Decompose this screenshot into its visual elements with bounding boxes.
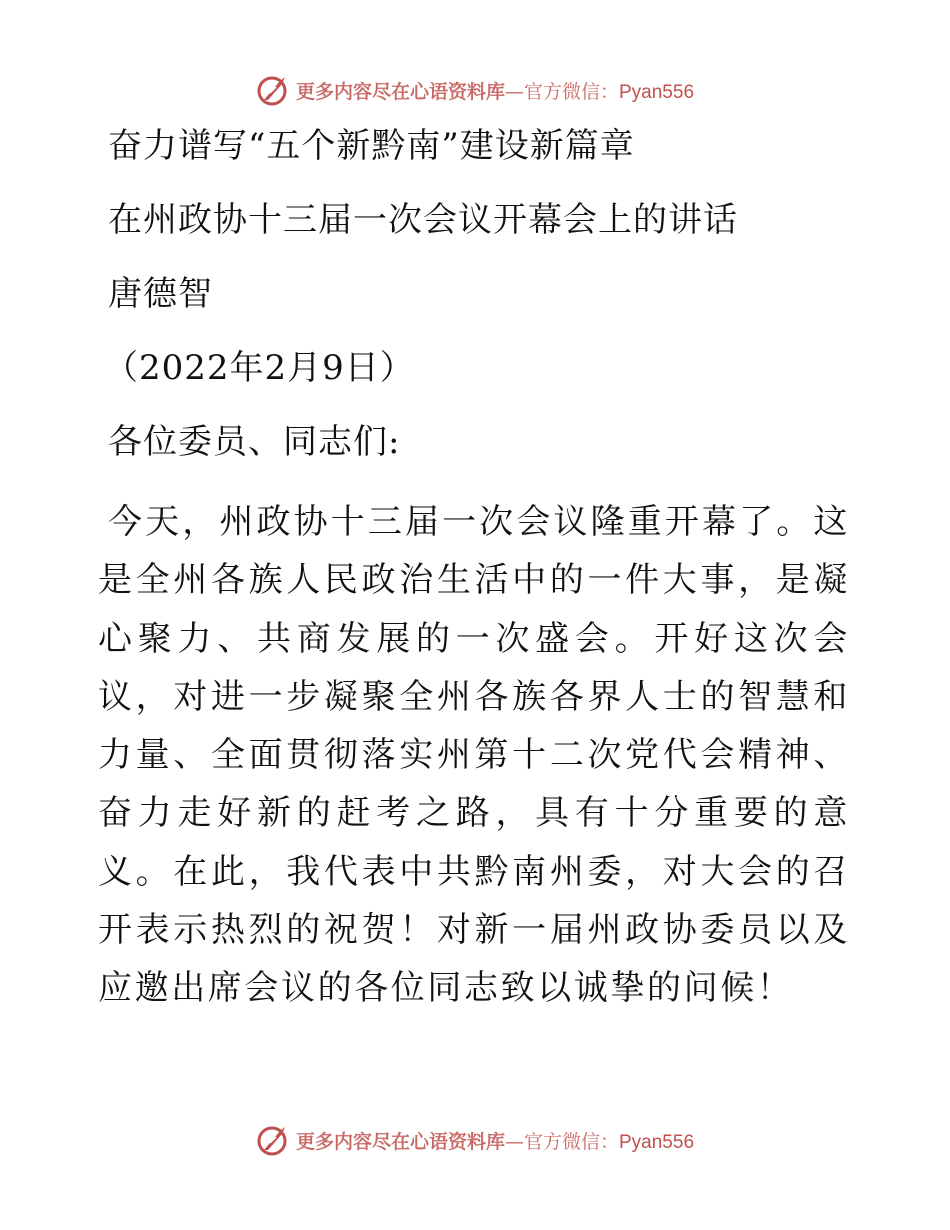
watermark-account: Pyan556 bbox=[619, 81, 695, 103]
footer-watermark bbox=[0, 1120, 950, 1160]
watermark-separator: — bbox=[504, 80, 524, 103]
watermark-brand: 更多内容尽在心语资料库 bbox=[295, 1130, 505, 1153]
watermark-wechat-label: 官方微信： bbox=[523, 80, 619, 103]
watermark-brand: 更多内容尽在心语资料库 bbox=[295, 80, 505, 103]
document-date: （2022年2月9日） bbox=[104, 348, 415, 388]
document-subtitle: 在州政协十三届一次会议开幕会上的讲话 bbox=[108, 200, 738, 240]
watermark-text bbox=[296, 1127, 694, 1154]
watermark-account: Pyan556 bbox=[619, 1131, 695, 1153]
document-paragraph: 今天，州政协十三届一次会议隆重开幕了。这是全州各族人民政治生活中的一件大事，是凝心聚力、共商发展的一次盛会。开好这次会议，对进一步凝聚全州各族各界人士的智慧和力量、全面贯彻落实州第十二次党代会精神、奋力走好新的赶考之路，具有十分重要的意义。在此，我代表中共黔南州委，对大会的召开表示热烈的祝贺！对新一届州政协委员以及应邀出席会议的各位同志致以诚挚的问候！ bbox=[98, 502, 850, 1009]
watermark-wechat-label: 官方微信： bbox=[523, 1130, 619, 1153]
watermark-separator: — bbox=[504, 1130, 524, 1153]
quill-logo-icon bbox=[256, 1123, 290, 1157]
document-salutation: 各位委员、同志们: bbox=[108, 422, 401, 462]
document-title: 奋力谱写“五个新黔南”建设新篇章 bbox=[108, 126, 635, 166]
document-author: 唐德智 bbox=[108, 274, 213, 314]
